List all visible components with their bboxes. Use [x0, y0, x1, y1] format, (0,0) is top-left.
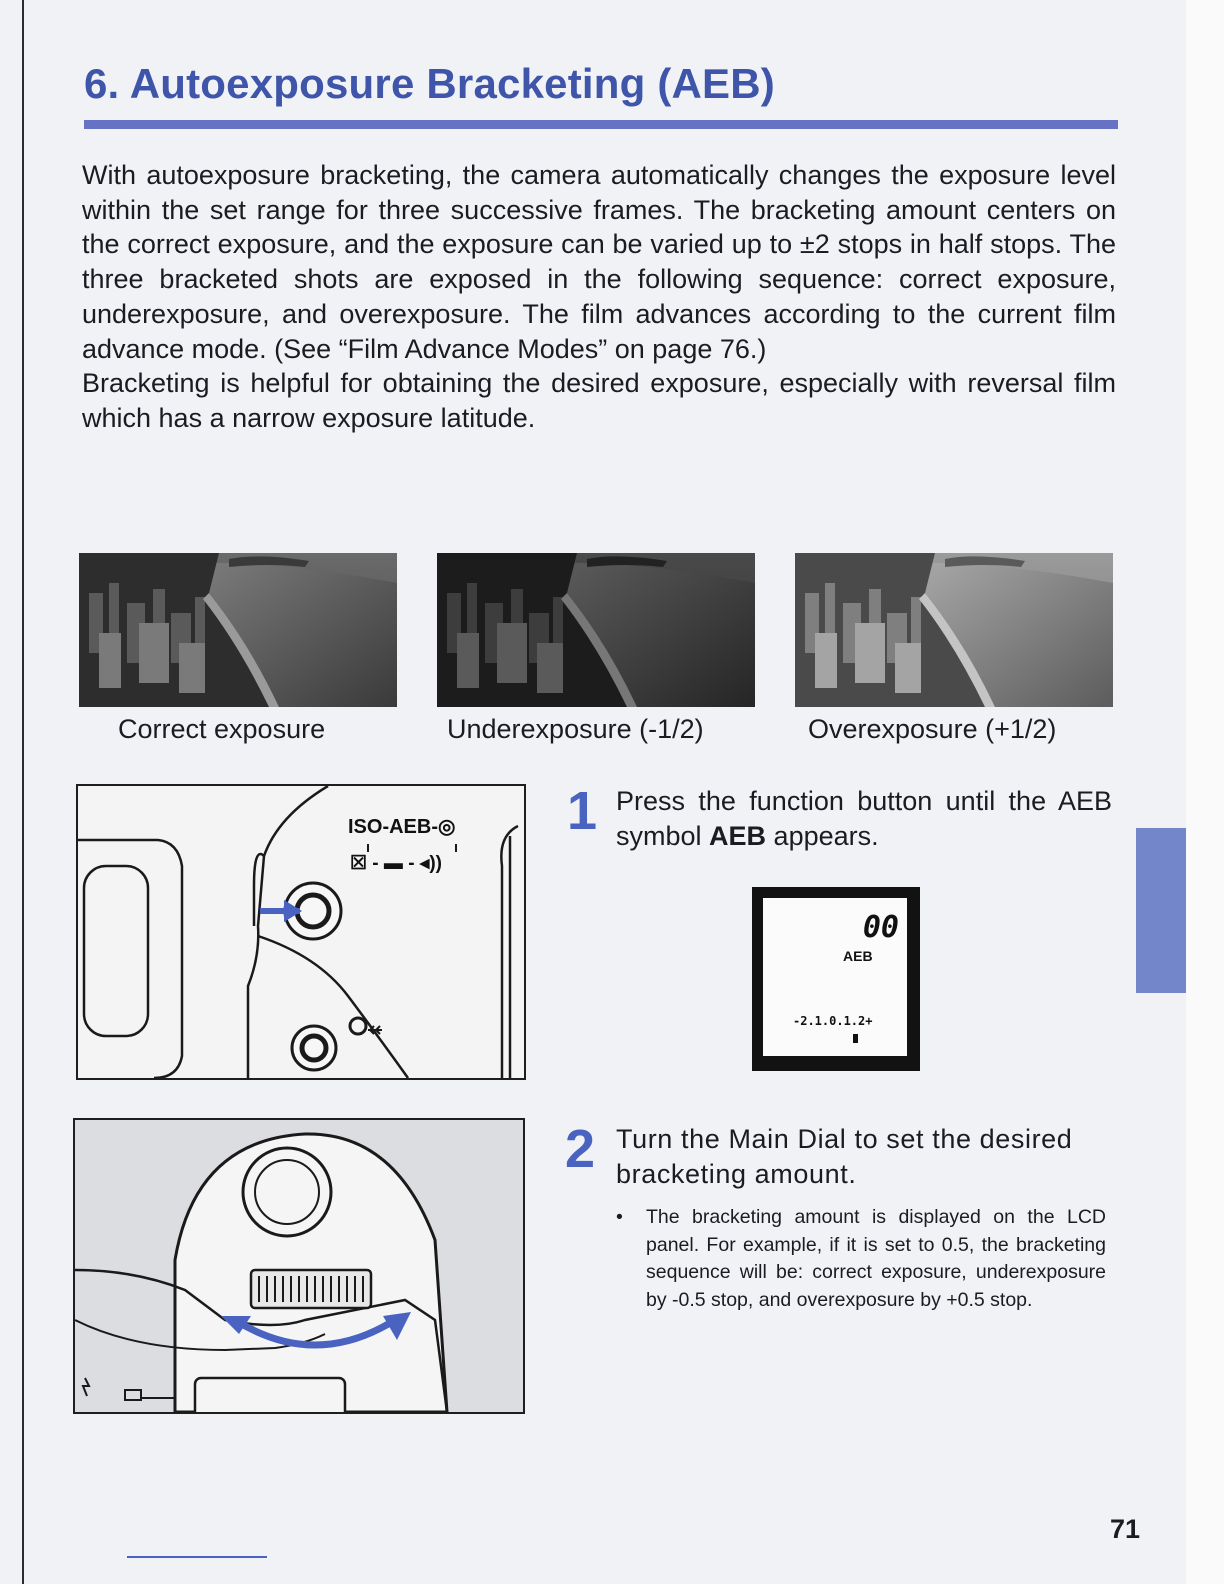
lcd-digits: 00 — [862, 910, 899, 945]
chapter-side-tab — [1136, 828, 1186, 993]
page-number: 71 — [1110, 1514, 1141, 1544]
step-2-text: Turn the Main Dial to set the desired bracketing amount. — [616, 1124, 1073, 1189]
caption-overexposure: Overexposure (+1/2) — [808, 714, 1057, 744]
intro-text — [82, 158, 1116, 436]
intro-paragraph-1: With autoexposure bracketing, the camera automatically changes the exposure level within the set range for three successive frames. The bracketing amount centers on the correct exposure, and the exposure can be varied up to ±2 stops in half stops. The three bracketed shots are exposed in the following sequence: correct exposure, underexposure, and overexposure. The film advances according to the current film advance mode. (See “Film Advance Modes” on page 76.) — [82, 160, 1116, 364]
lcd-panel — [752, 887, 920, 1071]
step-1-text — [616, 784, 1112, 854]
step-2-number: 2 — [565, 1119, 596, 1179]
lcd-aeb-label: AEB — [843, 948, 873, 964]
mode-labels-row-2: ☒ - ▬ - ◂)) — [350, 853, 442, 874]
photo-underexposure — [437, 553, 755, 707]
right-margin — [1186, 0, 1224, 1584]
photo-correct-exposure — [79, 553, 397, 707]
step-2-note — [616, 1204, 1106, 1314]
bullet-icon: • — [616, 1206, 623, 1228]
page-edge — [22, 0, 24, 1584]
lcd-exposure-scale: -2.1.0.1.2+ — [793, 1014, 873, 1028]
step-2-note-text — [616, 1204, 1106, 1314]
step-1-text-after: appears. — [766, 821, 879, 851]
caption-correct-exposure: Correct exposure — [118, 714, 326, 744]
intro-paragraph-2: Bracketing is helpful for obtaining the desired exposure, especially with reversal film which has a narrow exposure latitude. — [82, 368, 1116, 433]
step-1-number: 1 — [567, 781, 598, 841]
lcd-screen — [763, 898, 907, 1056]
title-underline — [84, 120, 1118, 129]
caption-underexposure: Underexposure (-1/2) — [447, 714, 704, 744]
lcd-scale-marker — [853, 1034, 858, 1043]
main-dial-illustration — [73, 1118, 525, 1414]
photo-overexposure — [795, 553, 1113, 707]
page-title: 6. Autoexposure Bracketing (AEB) — [84, 60, 775, 107]
step-2-note-body: The bracketing amount is displayed on the LCD panel. For example, if it is set to 0.5, the bracketing sequence will be: correct exposure, underexposure by -0.5 stop, and overexposure by +0.5 stop. — [646, 1206, 1106, 1311]
mode-labels-row-1: ISO-AEB-◎ — [348, 816, 456, 838]
camera-top-illustration — [76, 784, 526, 1080]
step-1-aeb-symbol: AEB — [709, 821, 767, 851]
step-1-text-before: Press the function button until the AEB symbol — [616, 786, 1112, 851]
bottom-rule — [127, 1556, 267, 1558]
